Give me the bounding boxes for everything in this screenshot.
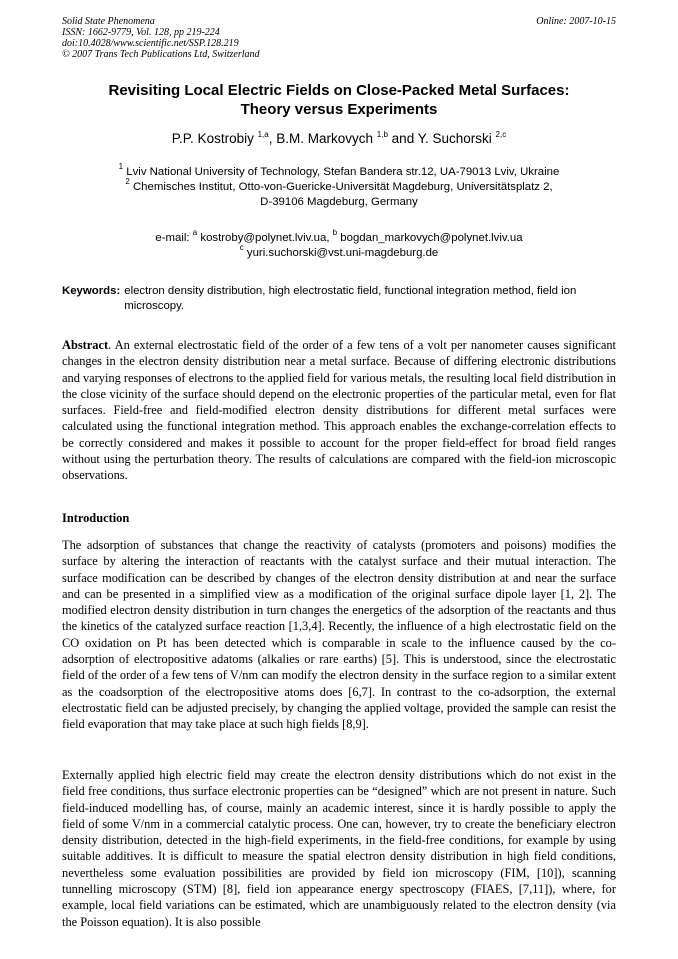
title-line-2: Theory versus Experiments bbox=[240, 101, 438, 118]
affiliation-2-line-2: D-39106 Magdeburg, Germany bbox=[260, 196, 418, 208]
paper-title bbox=[62, 81, 616, 119]
email-address: bogdan_markovych@polynet.lviv.ua bbox=[337, 232, 523, 244]
author-affiliation-mark: 2,c bbox=[495, 129, 507, 139]
keywords-block bbox=[62, 284, 616, 314]
affiliation-2 bbox=[62, 177, 616, 195]
email-mark: c bbox=[239, 243, 244, 253]
affiliation-text: Chemisches Institut, Otto-von-Guericke-Universität Magdeburg, Universitätsplatz 2, bbox=[132, 181, 553, 193]
author-list bbox=[62, 130, 616, 148]
journal-header bbox=[62, 16, 260, 60]
affiliation-mark: 2 bbox=[125, 177, 130, 187]
author-separator: , bbox=[268, 131, 277, 146]
body-paragraph: Externally applied high electric field may create the electron density distributions which do not exist in the field free conditions, thus surface electronic properties can be “designed” which are not present in nature. Such field-induced modelling has, of course, mainly an academic interest, since it is hardly possible to apply the field of some V/nm in a commercial catalytic process. One can, however, try to create the beneficiary electron density distribution, detected in the high-field experiments, in the field-free conditions, for example by using suitable additives. It is difficult to measure the spatial electron density distribution in high field conditions, nevertheless some evaluation possibilities are provided by field ion microscopy (FIM, [10]), scanning tunnelling microscopy (STM) [8], field ion appearance energy spectroscopy (FIAES, [7,11]), where, for example, local field variations can be estimated, which are unambiguously related to the electron density (via the Poisson equation). It is also possible bbox=[62, 768, 616, 929]
keywords-label: Keywords: bbox=[62, 285, 121, 297]
email-line-1 bbox=[62, 228, 616, 246]
email-address: yuri.suchorski@vst.uni-magdeburg.de bbox=[243, 247, 439, 259]
affiliation-1 bbox=[62, 162, 616, 180]
author-name: Y. Suchorski bbox=[417, 131, 492, 146]
body-paragraph: The adsorption of substances that change the reactivity of catalysts (promoters and poisons) modifies the surface by altering the interaction of reactants with the catalyst surface and their mutual interaction. The surface modification can be described by changes of the electron density distribution at and near the surface and can be presented in a simplified view as a modification of the original surface dipole layer [1, 2]. The modified electron density distribution in turn changes the energetics of the adsorption of the reactants and thus the kinetics of the catalyzed surface reaction [1,3,4]. Recently, the influence of a high electrostatic field on the CO oxidation on Pt has been detected which is comparable in scale to the influence caused by the co-adsorption of electropositive adatoms (alkalies or rare earths) [5]. This is understood, since the electrostatic field of the order of a few tens of V/nm can modify the electron density in the surface region to a similar extent as the coadsorption of the electropositive atoms does [6,7]. In contrast to the co-adsorption, the external electrostatic field can be adjusted precisely, by changing the applied voltage, provided the sample can resist the field evaporation that may take place at such high fields [8,9]. bbox=[62, 538, 616, 732]
author-name: B.M. Markovych bbox=[276, 131, 374, 146]
author-separator: and bbox=[387, 131, 418, 146]
author-affiliation-mark: 1,b bbox=[376, 129, 388, 139]
copyright-line: © 2007 Trans Tech Publications Ltd, Switzerland bbox=[62, 49, 260, 60]
online-date: Online: 2007-10-15 bbox=[536, 16, 616, 27]
title-line-1: Revisiting Local Electric Fields on Close-Packed Metal Surfaces: bbox=[108, 82, 570, 99]
abstract-paragraph bbox=[62, 337, 616, 484]
email-block bbox=[62, 228, 616, 261]
affiliation-mark: 1 bbox=[118, 162, 124, 172]
journal-name: Solid State Phenomena bbox=[62, 16, 155, 27]
email-address: kostroby@polynet.lviv.ua, bbox=[197, 232, 333, 244]
email-label: e-mail: bbox=[155, 232, 193, 244]
email-mark: a bbox=[192, 228, 198, 238]
author-name: P.P. Kostrobiy bbox=[171, 131, 254, 146]
author-affiliation-mark: 1,a bbox=[257, 129, 269, 139]
affiliation-text: Lviv National University of Technology, Stefan Bandera str.12, UA-79013 Lviv, Ukraine bbox=[126, 166, 560, 178]
doi-line: doi:10.4028/www.scientific.net/SSP.128.219 bbox=[62, 38, 239, 49]
section-heading: Introduction bbox=[62, 511, 130, 525]
affiliations bbox=[62, 162, 616, 210]
keywords-text: electron density distribution, high electrostatic field, functional integration method, field ion microscopy. bbox=[124, 285, 577, 312]
email-line-2 bbox=[62, 243, 616, 261]
abstract-label: Abstract bbox=[62, 338, 109, 352]
email-mark: b bbox=[332, 228, 338, 238]
issn-line: ISSN: 1662-9779, Vol. 128, pp 219-224 bbox=[62, 27, 220, 38]
abstract-text: . An external electrostatic field of the order of a few tens of a volt per nanometer causes significant changes in the electron density distribution near a metal surface. Because of differing electronic distributions and varying responses of electrons to the applied field for various metals, the resulting local field distribution in the close vicinity of the surface should depend on the electronic properties of the particular metal, even for flat surfaces. Field-free and field-modified electron density distributions for different metal surfaces were calculated using the functional integration method. This approach enables the exchange-correlation effects to be correctly considered and makes it possible to account for the proper field-effect for broad field ranges without using the perturbation theory. The results of calculations are compared with the field-ion microscopic observations. bbox=[62, 338, 616, 483]
